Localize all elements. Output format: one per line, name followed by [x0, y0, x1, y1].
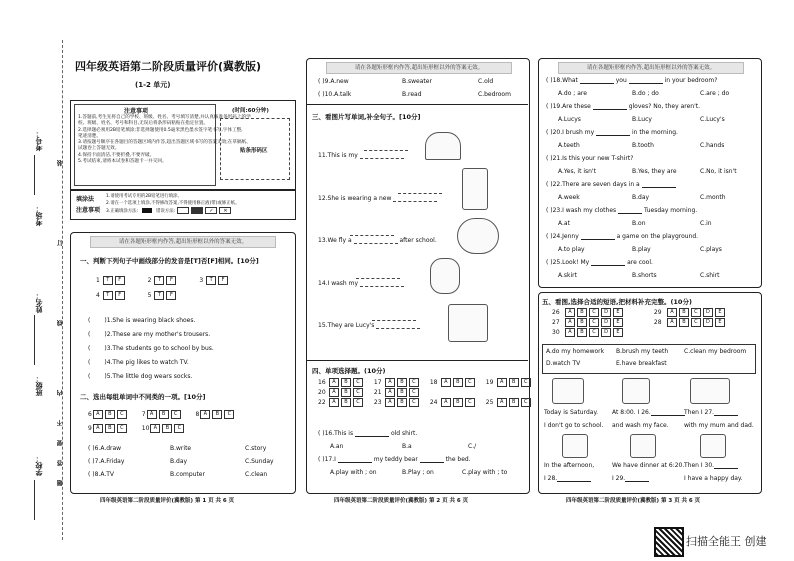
side-ding: 订: [57, 240, 64, 246]
footer-page1: 四年级英语第二阶段质量评价(冀教版) 第 1 页 共 6 页: [100, 498, 235, 504]
section3-title: 三、看图片写单词,补全句子。[10分]: [312, 113, 421, 121]
q20: ( )20.I brush my in the morning.: [546, 129, 678, 136]
section1-title: 一、判断下列句子中画线部分的发音是[T]否[F]相同。[10分]: [80, 257, 259, 265]
s1-item-3: ( )3.The students go to school by bus.: [88, 345, 214, 352]
section2-title: 二、选出每组单词中不同类的一项。[10分]: [80, 393, 206, 401]
q18: ( )18.What you in your bedroom?: [546, 77, 718, 84]
s1-item-2: ( )2.These are my mother's trousers.: [88, 331, 211, 338]
s2-row-8: ( )8.A.TV: [88, 471, 114, 478]
page2-answer-panel: [306, 58, 530, 494]
side-zhuang: 装: [57, 160, 64, 166]
dresses-icon: [448, 304, 488, 342]
s1-item-1: ( )1.She is wearing black shoes.: [88, 317, 196, 324]
s1-item-4: ( )4.The pig likes to watch TV.: [88, 359, 189, 366]
side-class: 班级：: [35, 375, 43, 396]
cap-icon: [425, 132, 461, 160]
side-xian: 线: [57, 320, 64, 326]
s4-answer-grid: 16 A B C 17 A B C 18 A B C 19 A B C 20 A B C 21 A B C 22 A B C 23 A B C 24 A B C 25 A B C: [318, 378, 532, 408]
section5-title: 五、看图,选择合适的短语,把材料补充完整。(10分): [542, 298, 692, 306]
s2-row-10: ( )10.A.talk: [318, 91, 352, 98]
breakfast-family-icon: [690, 378, 730, 404]
q25: ( )25.Look! My are cool.: [546, 259, 653, 266]
s1-item-5: ( )5.The little dog wears socks.: [88, 373, 193, 380]
s3-item-12: 12.She is wearing a new: [318, 195, 437, 202]
q24: ( )24.Jenny a game on the playground.: [546, 233, 699, 240]
s5-answer-grid: 26 A B C D E 29 A B C D E 27 A B C D E 28 A B C D E 30 A B C D E: [552, 308, 726, 338]
s3-item-11: 11.This is my: [318, 152, 404, 159]
qr-code-icon: [654, 527, 684, 557]
wash-girl-icon: [430, 258, 460, 294]
side-exam-room: 考场：: [35, 205, 43, 226]
page-title: 四年级英语第二阶段质量评价(冀教版): [75, 60, 262, 73]
s2-row-6: ( )6.A.draw: [88, 445, 122, 452]
side-name: 姓名：: [35, 292, 43, 313]
s2-row-7: ( )7.A.Friday: [88, 458, 125, 465]
side-school: 学校：: [35, 455, 43, 476]
side-bu: 不: [57, 420, 64, 426]
q16: ( )16.This is old shirt.: [318, 430, 418, 437]
side-nei: 内: [57, 390, 64, 396]
wrong-mark-4-icon: ✕: [219, 207, 231, 214]
footer-page3: 四年级英语第二阶段质量评价(冀教版) 第 3 页 共 6 页: [566, 498, 701, 504]
s3-item-13: 13.We fly a after school.: [318, 237, 437, 244]
calendar-icon: [552, 378, 584, 404]
wrong-mark-3-icon: ✓: [205, 207, 217, 214]
side-yao: 要: [57, 440, 64, 446]
notes-text: 1.答题前,考生先将自己的学校、班级、姓名、考号填写清楚,并认真核准条形码上的学 校、班级、姓名、考号和科目,无误后将条形码粘贴在指定位置。 2.选择题必须用2B铅笔填涂;非选择题使用0.5毫米黑色墨水签字笔书写,字体工整, 笔迹清楚。 3.请按题号顺序在各题目的答题区域内作答,超出答题区域书写的答案无效;在草稿纸、 试题卷上答题无效。 4.保持卡面清洁,不要折叠,不要弄破。 5.考试结束,请将本试卷和答题卡一并交回。: [78, 115, 251, 165]
barcode-label: 贴条形码区: [240, 148, 268, 154]
q23: ( )23.I wash my clothes Tuesday morning.: [546, 207, 698, 214]
side-da: 答: [57, 460, 64, 466]
coat-icon: [462, 168, 488, 210]
notes-title: 注意事项: [124, 108, 149, 115]
dinner-icon: [630, 434, 656, 458]
brush-teeth-icon: [622, 378, 650, 404]
section4-title: 四、单项选择题。(10分): [312, 367, 386, 375]
homework-icon: [562, 434, 588, 458]
wrong-mark-1-icon: [177, 207, 189, 214]
wrong-mark-2-icon: [191, 207, 203, 214]
scanner-watermark: 扫描全能王 创建: [686, 535, 767, 548]
time: (时间:60分钟): [232, 108, 269, 114]
side-ti: 题: [57, 480, 64, 486]
tv-icon: [700, 434, 726, 458]
footer-page2: 四年级英语第二阶段质量评价(冀教版) 第 2 页 共 6 页: [334, 498, 469, 504]
s2-row-9: ( )9.A.new: [318, 78, 349, 85]
s2-answer-grid: 6 A B C 7 A B C 8 A B C 9 A B C 10 A B C: [88, 410, 235, 433]
s3-item-14: 14.I wash my: [318, 280, 404, 287]
kite-kids-icon: [457, 218, 499, 254]
q21: ( )21.Is this your new T-shirt?: [546, 155, 634, 162]
q19: ( )19.Are these gloves? No, they aren't.: [546, 103, 700, 110]
q22: ( )22.There are seven days in a: [546, 181, 676, 188]
q17: ( )17.I my teddy bear the bed.: [318, 456, 471, 463]
side-exam-number: 考号：: [35, 130, 43, 151]
s1-answer-grid: 1 T F 2 T F 3 T F 4 T F 5 T F: [96, 276, 229, 300]
s3-item-15: 15.They are Lucy's: [318, 322, 420, 329]
units: (1-2 单元): [135, 81, 171, 89]
